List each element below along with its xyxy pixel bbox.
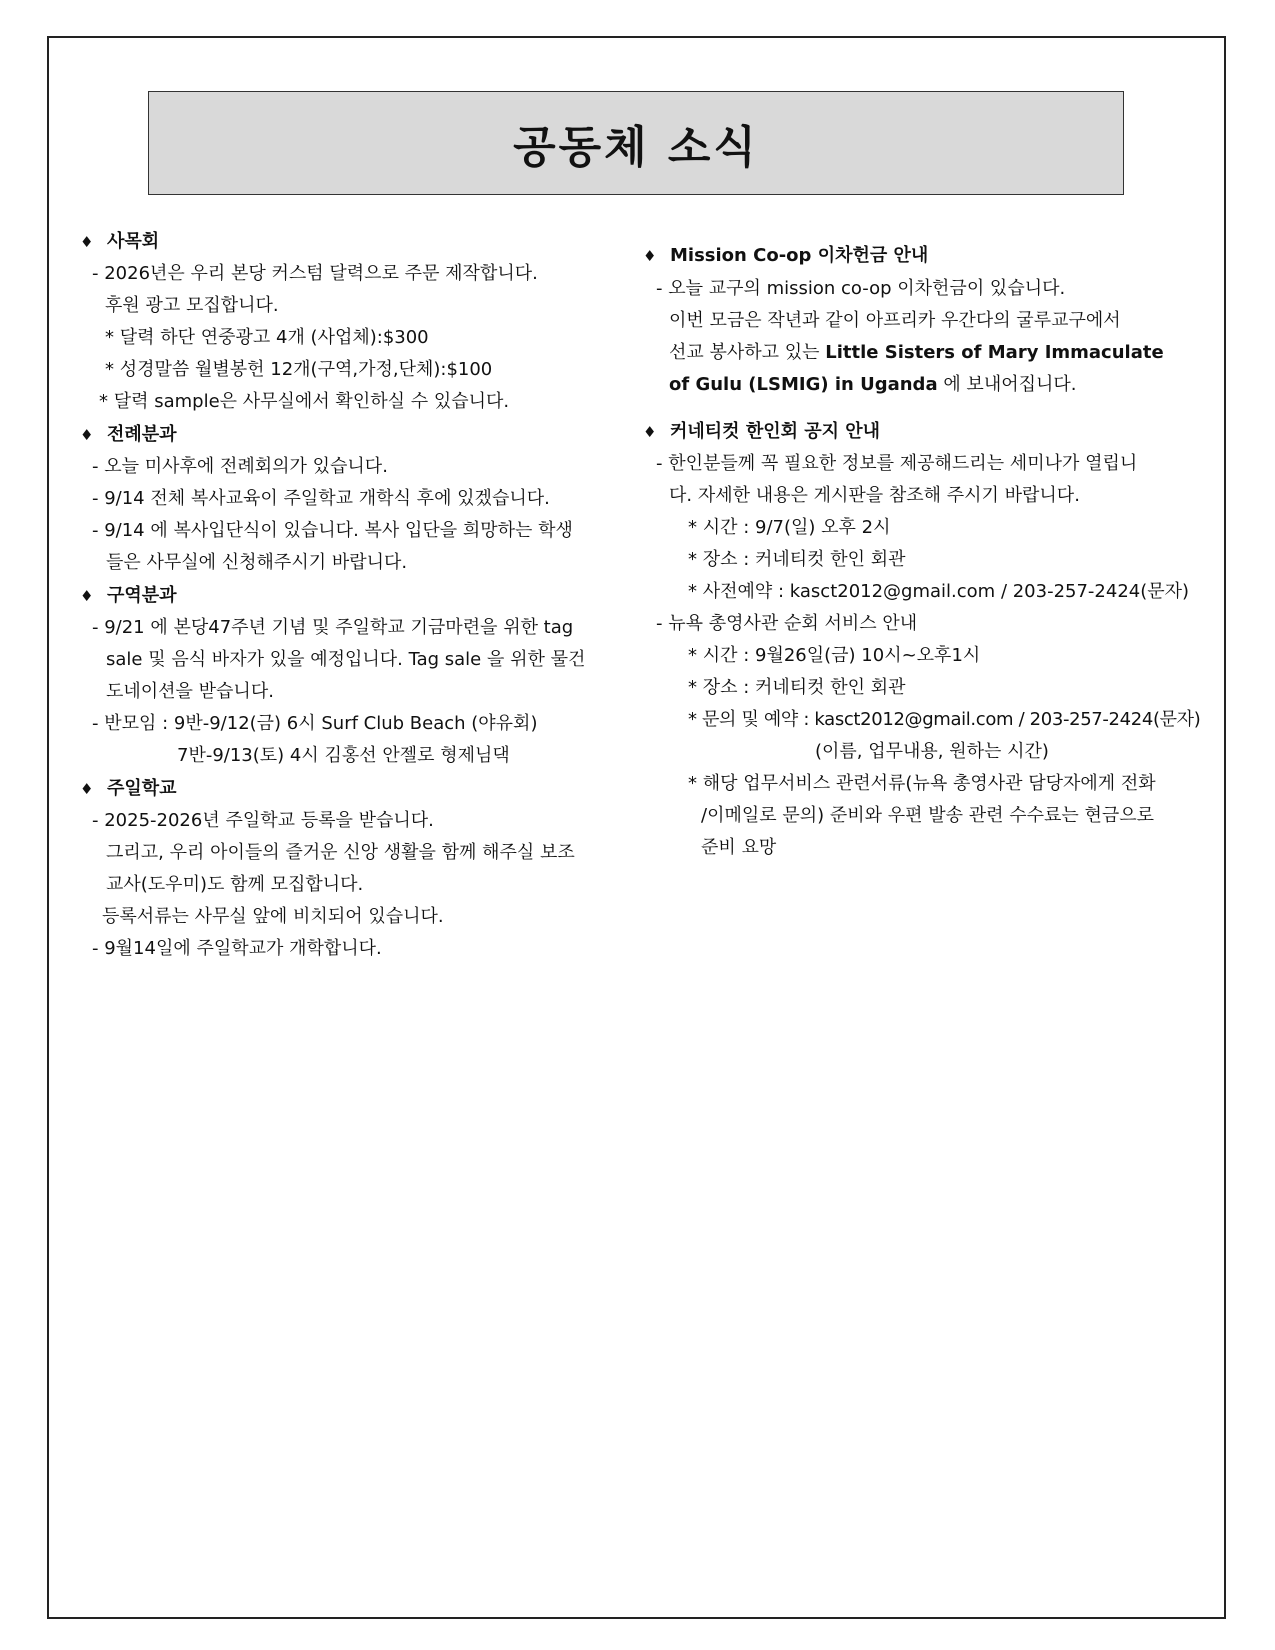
text-line: (이름, 업무내용, 원하는 시간) bbox=[815, 741, 1049, 762]
text-line: * 해당 업무서비스 관련서류(뉴욕 총영사관 담당자에게 전화 bbox=[688, 773, 1156, 794]
text-line bbox=[669, 373, 1076, 397]
text-line: - 2025-2026년 주일학교 등록을 받습니다. bbox=[92, 810, 434, 831]
text-line: - 9/14 전체 복사교육이 주일학교 개학식 후에 있겠습니다. bbox=[92, 488, 550, 509]
diamond-bullet-icon: ♦ bbox=[80, 426, 94, 444]
text-line: 7반-9/13(토) 4시 김홍선 안젤로 형제님댁 bbox=[177, 745, 510, 766]
text-line: - 뉴욕 총영사관 순회 서비스 안내 bbox=[656, 613, 918, 634]
text-line: sale 및 음식 바자가 있을 예정입니다. Tag sale 을 위한 물건 bbox=[106, 649, 586, 670]
text-line: - 9월14일에 주일학교가 개학합니다. bbox=[92, 938, 382, 959]
page-title: 공동체 소식 bbox=[513, 122, 759, 173]
text-line: 도네이션을 받습니다. bbox=[106, 681, 274, 702]
section-heading-mission-coop: Mission Co-op 이차헌금 안내 bbox=[670, 245, 929, 266]
text-line: * 성경말씀 월별봉헌 12개(구역,가정,단체):$100 bbox=[105, 359, 493, 380]
text-line: - 9/14 에 복사입단식이 있습니다. 복사 입단을 희망하는 학생 bbox=[92, 520, 573, 541]
text-line: * 달력 sample은 사무실에서 확인하실 수 있습니다. bbox=[99, 391, 510, 412]
text-line: - 한인분들께 꼭 필요한 정보를 제공해드리는 세미나가 열립니 bbox=[656, 453, 1138, 474]
text-line: 등록서류는 사무실 앞에 비치되어 있습니다. bbox=[102, 906, 444, 927]
text-line: 후원 광고 모집합니다. bbox=[105, 295, 279, 316]
text-line: - 오늘 미사후에 전례회의가 있습니다. bbox=[92, 456, 388, 477]
text-line: 준비 요망 bbox=[701, 837, 777, 858]
section-heading-samokhoe: 사목회 bbox=[107, 231, 160, 252]
organization-name: Little Sisters of Mary Immaculate bbox=[825, 342, 1164, 363]
text-line: - 2026년은 우리 본당 커스텀 달력으로 주문 제작합니다. bbox=[92, 263, 538, 284]
diamond-bullet-icon: ♦ bbox=[80, 233, 94, 251]
text-line: 들은 사무실에 신청해주시기 바랍니다. bbox=[106, 552, 408, 573]
text-line: - 반모임 : 9반-9/12(금) 6시 Surf Club Beach (야유회) bbox=[92, 713, 538, 734]
section-heading-district: 구역분과 bbox=[107, 585, 177, 606]
text-line: * 장소 : 커네티컷 한인 회관 bbox=[688, 549, 906, 570]
text-span: 선교 봉사하고 있는 bbox=[669, 342, 826, 363]
section-heading-korean-association: 커네티컷 한인회 공지 안내 bbox=[670, 421, 881, 442]
diamond-bullet-icon: ♦ bbox=[643, 247, 657, 265]
text-line: - 오늘 교구의 mission co-op 이차헌금이 있습니다. bbox=[656, 278, 1066, 299]
text-line: - 9/21 에 본당47주년 기념 및 주일학교 기금마련을 위한 tag bbox=[92, 617, 574, 638]
text-line: 그리고, 우리 아이들의 즐거운 신앙 생활을 함께 해주실 보조 bbox=[106, 842, 575, 863]
text-line: * 장소 : 커네티컷 한인 회관 bbox=[688, 677, 906, 698]
section-heading-sunday-school: 주일학교 bbox=[107, 778, 177, 799]
text-line bbox=[669, 341, 1164, 365]
text-line: 이번 모금은 작년과 같이 아프리카 우간다의 굴루교구에서 bbox=[669, 310, 1121, 331]
text-line: /이메일로 문의) 준비와 우편 발송 관련 수수료는 현금으로 bbox=[701, 805, 1155, 826]
text-line: * 시간 : 9월26일(금) 10시~오후1시 bbox=[688, 645, 981, 666]
text-line: * 시간 : 9/7(일) 오후 2시 bbox=[688, 517, 891, 538]
text-line: 다. 자세한 내용은 게시판을 참조해 주시기 바랍니다. bbox=[669, 485, 1080, 506]
diamond-bullet-icon: ♦ bbox=[80, 780, 94, 798]
text-line: * 문의 및 예약 : kasct2012@gmail.com / 203-257-2424(문자) bbox=[688, 709, 1201, 730]
diamond-bullet-icon: ♦ bbox=[80, 587, 94, 605]
organization-name: of Gulu (LSMIG) in Uganda bbox=[669, 374, 938, 395]
diamond-bullet-icon: ♦ bbox=[643, 423, 657, 441]
text-span: 에 보내어집니다. bbox=[937, 374, 1077, 395]
section-heading-liturgy: 전례분과 bbox=[107, 424, 177, 445]
text-line: * 달력 하단 연중광고 4개 (사업체):$300 bbox=[105, 327, 429, 348]
text-line: * 사전예약 : kasct2012@gmail.com / 203-257-2424(문자) bbox=[688, 581, 1190, 602]
title-banner bbox=[148, 91, 1124, 195]
text-line: 교사(도우미)도 함께 모집합니다. bbox=[106, 874, 364, 895]
